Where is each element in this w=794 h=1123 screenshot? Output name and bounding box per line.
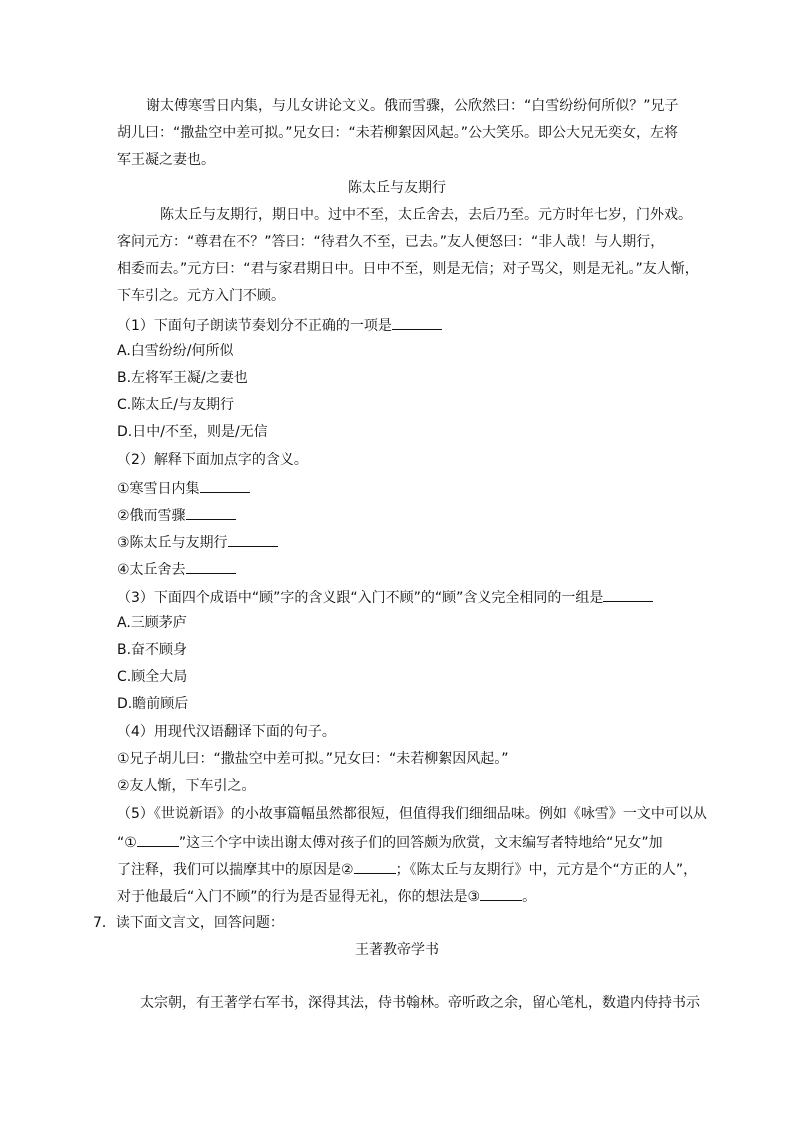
q3-option-a: A.三顾茅庐 [117,615,187,631]
q5-blank-1[interactable] [137,832,179,847]
q3-stem-text: （3）下面四个成语中“顾”字的含义跟“入门不顾”的“顾”含义完全相同的一组是 [117,590,604,606]
q1-option-d: D.日中/不至，则是/无信 [117,424,268,440]
q5-line4 [117,886,536,906]
q2-item-4-blank[interactable] [186,559,236,574]
q4-stem: （4）用现代汉语翻译下面的句子。 [117,724,336,740]
q2-item-2-text: ②俄而雪骤 [117,508,186,524]
question7-line1: 太宗朝，有王著学右军书，深得其法，侍书翰林。帝听政之余，留心笔札，数遣内侍持书示 [140,995,700,1011]
q3-stem [117,587,653,607]
q1-option-a: A.白雪纷纷/何所似 [117,343,234,359]
q5-line4-start: 对于他最后“入门不顾”的行为是否显得无礼，你的想法是③ [117,889,481,905]
q5-line4-end: 。 [522,889,537,905]
q2-item-4-text: ④太丘舍去 [117,562,186,578]
passage1-line2: 胡儿曰：“撒盐空中差可拟。”兄女曰：“未若柳絮因风起。”公大笑乐。即公大兄无奕女，左将 [117,125,679,141]
q4-item-1: ①兄子胡儿曰：“撒盐空中差可拟。”兄女曰：“未若柳絮因风起。” [117,751,509,767]
q2-item-2-blank[interactable] [186,505,236,520]
q5-line3-start: 了注释，我们可以揣摩其中的原因是② [117,862,354,878]
q2-item-2 [117,505,236,525]
q2-item-4 [117,559,236,579]
q5-line3-end: ；《陈太丘与友期行》中，元方是个“方正的人”， [395,862,698,878]
q5-line3 [117,859,697,879]
passage2-line3: 相委而去。”元方曰：“君与家君期日中。日中不至，则是无信；对子骂父，则是无礼。”友人惭， [117,261,699,277]
q5-line2-start: “① [117,835,137,851]
q2-item-3 [117,532,278,552]
q2-item-1-blank[interactable] [200,478,250,493]
q1-option-c: C.陈太丘/与友期行 [117,397,234,413]
passage1-line1: 谢太傅寒雪日内集，与儿女讲论文义。俄而雪骤，公欣然曰：“白雪纷纷何所似？”兄子 [146,98,679,114]
q5-line2-end: ”这三个字中读出谢太傅对孩子们的回答颇为欣赏，文末编写者特地给“兄女”加 [178,835,663,851]
q3-option-c: C.顾全大局 [117,669,188,685]
q2-item-3-blank[interactable] [228,532,278,547]
passage1-line3: 军王凝之妻也。 [117,152,215,168]
q1-answer-blank[interactable] [392,315,442,330]
q5-line1: （5）《世说新语》的小故事篇幅虽然都很短，但值得我们细细品味。例如《咏雪》一文中可以从 [117,806,707,822]
passage2-line2: 客问元方：“尊君在不？”答曰：“待君久不至，已去。”友人便怒曰：“非人哉！与人期行， [117,234,665,250]
q5-line2 [117,832,663,852]
passage2-line4: 下车引之。元方入门不顾。 [117,288,285,304]
q5-blank-2[interactable] [354,859,396,874]
q1-option-b: B.左将军王凝/之妻也 [117,370,248,386]
q5-blank-3[interactable] [480,886,522,901]
q3-option-d: D.瞻前顾后 [117,696,189,712]
q2-item-1-text: ①寒雪日内集 [117,481,200,497]
q2-item-1 [117,478,250,498]
question7-stem: 7．读下面文言文，回答问题： [93,915,284,931]
passage2-title: 陈太丘与友期行 [348,180,446,196]
q2-item-3-text: ③陈太丘与友期行 [117,535,228,551]
q3-option-b: B.奋不顾身 [117,642,188,658]
passage2-line1: 陈太丘与友期行，期日中。过中不至，太丘舍去，去后乃至。元方时年七岁，门外戏。 [160,207,692,223]
question7-title: 王著教帝学书 [355,942,439,958]
q4-item-2: ②友人惭，下车引之。 [117,778,256,794]
q1-stem [117,315,442,335]
q2-stem: （2）解释下面加点字的含义。 [117,452,308,468]
q3-answer-blank[interactable] [603,587,653,602]
q1-stem-text: （1）下面句子朗读节奏划分不正确的一项是 [117,318,392,334]
